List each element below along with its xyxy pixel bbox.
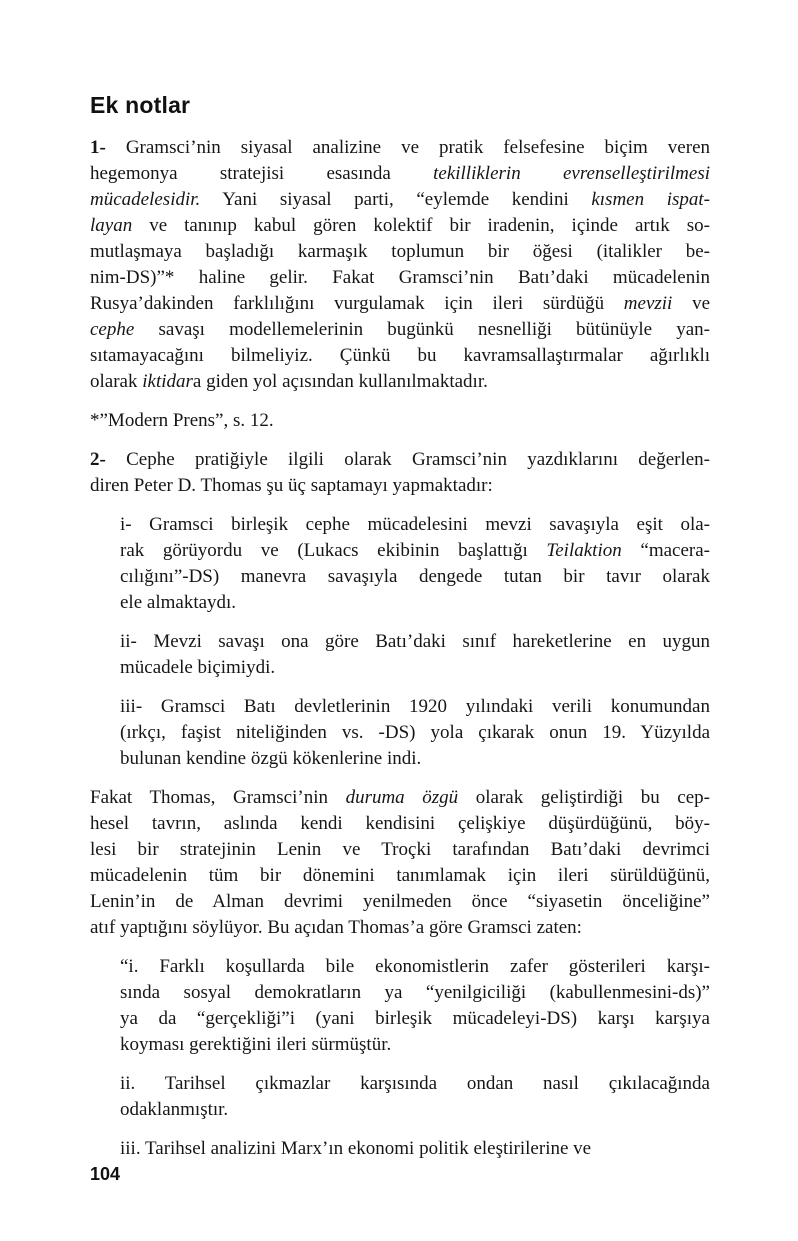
- text-run: kısmen ispat-: [591, 189, 710, 210]
- text-line: [120, 629, 710, 655]
- text-run: (ırkçı, faşist niteliğinden vs. -DS) yola çıkarak onun 19. Yüzyılda: [120, 722, 710, 743]
- text-run: ele almaktaydı.: [120, 592, 237, 613]
- text-line: [90, 915, 710, 941]
- text-line: [90, 473, 710, 499]
- text-line: [120, 720, 710, 746]
- text-line: [120, 746, 710, 772]
- section-heading: Ek notlar: [90, 92, 191, 118]
- text-run: cılığını”-DS) manevra savaşıyla dengede tutan bir tavır olarak: [120, 566, 710, 587]
- list-item-iii: [120, 694, 710, 772]
- text-run: ya da “gerçekliği”i (yani birleşik mücadeleyi-DS) karşı karşıya: [120, 1008, 710, 1029]
- text-run: rak görüyordu ve (Lukacs ekibinin başlattığı: [120, 540, 547, 561]
- text-line: [90, 837, 710, 863]
- text-run: Gramsci’nin siyasal analizine ve pratik felsefesine biçim veren: [105, 137, 710, 158]
- text-run: olarak geliştirdiği bu cep-: [458, 787, 710, 808]
- text-run: lesi bir stratejinin Lenin ve Troçki tarafından Batı’daki devrimci: [90, 839, 710, 860]
- text-run: atıf yaptığını söylüyor. Bu açıdan Thomas’a göre Gramsci zaten:: [90, 917, 582, 938]
- text-run: Fakat Thomas, Gramsci’nin: [90, 787, 346, 808]
- paragraph-thomas: [90, 785, 710, 941]
- text-run: iii. Tarihsel analizini Marx’ın ekonomi politik eleştirilerine ve: [120, 1138, 592, 1159]
- text-line: [120, 1032, 710, 1058]
- text-line: [120, 694, 710, 720]
- text-line: [120, 1006, 710, 1032]
- text-run: nim-DS)”* haline gelir. Fakat Gramsci’nin Batı’daki mücadelenin: [90, 267, 710, 288]
- text-line: [90, 369, 710, 395]
- text-run: diren Peter D. Thomas şu üç saptamayı yapmaktadır:: [90, 475, 493, 496]
- text-run: ve tanınıp kabul gören kolektif bir iradenin, içinde artık so-: [132, 215, 710, 236]
- text-line: [90, 863, 710, 889]
- text-run: hegemonya stratejisi esasında: [90, 163, 434, 184]
- text-line: [90, 447, 710, 473]
- text-run: hesel tavrın, aslında kendi kendisini çelişkiye düşürdüğünü, böy-: [90, 813, 710, 834]
- text-line: [120, 564, 710, 590]
- text-line: [120, 980, 710, 1006]
- text-line: [120, 655, 710, 681]
- text-line: [90, 317, 710, 343]
- text-run: sıtamayacağını bilmeliyiz. Çünkü bu kavramsallaştırmalar ağırlıklı: [90, 345, 710, 366]
- text-run: iii- Gramsci Batı devletlerinin 1920 yılındaki verili konumundan: [120, 696, 710, 717]
- text-run: Cephe pratiğiyle ilgili olarak Gramsci’nin yazdıklarını değerlen-: [105, 449, 710, 470]
- text-run: mevzii: [623, 293, 673, 314]
- text-run: mücadelesidir.: [90, 189, 201, 210]
- note-1: [90, 135, 710, 395]
- text-run: savaşı modellemelerinin bugünkü nesnelliği bütünüyle yan-: [134, 319, 710, 340]
- text-run: i- Gramsci birleşik cephe mücadelesini mevzi savaşıyla eşit ola-: [120, 514, 710, 535]
- text-line: [120, 538, 710, 564]
- list-item-i: [120, 512, 710, 616]
- text-run: mücadele biçimiydi.: [120, 657, 276, 678]
- footnote-modern-prens: [90, 408, 710, 434]
- quote-item-iii: [120, 1136, 710, 1162]
- text-line: [90, 213, 710, 239]
- text-line: [90, 239, 710, 265]
- text-run: bulunan kendine özgü kökenlerine indi.: [120, 748, 422, 769]
- page-number: 104: [90, 1164, 121, 1184]
- text-run: ii- Mevzi savaşı ona göre Batı’daki sınıf hareketlerine en uygun: [120, 631, 710, 652]
- text-line: [90, 265, 710, 291]
- text-line: [120, 1136, 710, 1162]
- text-run: sında sosyal demokratların ya “yenilgiciliği (kabullenmesini-ds)”: [120, 982, 710, 1003]
- text-line: [90, 889, 710, 915]
- text-run: 1-: [90, 137, 106, 158]
- text-run: iktidar: [142, 371, 193, 392]
- text-run: odaklanmıştır.: [120, 1099, 229, 1120]
- text-run: “i. Farklı koşullarda bile ekonomistlerin zafer gösterileri karşı-: [120, 956, 710, 977]
- text-run: Rusya’dakinden farklılığını vurgulamak için ileri sürdüğü: [90, 293, 624, 314]
- page-content: [90, 135, 710, 1162]
- text-line: [90, 811, 710, 837]
- text-line: [120, 590, 710, 616]
- text-line: [90, 785, 710, 811]
- text-run: ve: [672, 293, 711, 314]
- text-line: [90, 408, 710, 434]
- text-line: [120, 954, 710, 980]
- text-run: Teilaktion: [546, 540, 622, 561]
- text-line: [90, 187, 710, 213]
- text-line: [120, 1097, 710, 1123]
- text-run: ii. Tarihsel çıkmazlar karşısında ondan nasıl çıkılacağında: [120, 1073, 710, 1094]
- quote-item-i: [120, 954, 710, 1058]
- text-run: “macera-: [621, 540, 710, 561]
- text-run: *”Modern Prens”, s. 12.: [90, 410, 274, 431]
- text-line: [90, 161, 710, 187]
- text-run: duruma özgü: [345, 787, 459, 808]
- text-line: [90, 343, 710, 369]
- text-run: tekilliklerin evrenselleştirilmesi: [433, 163, 710, 184]
- text-run: olarak: [90, 371, 143, 392]
- text-run: layan: [90, 215, 133, 236]
- text-run: koyması gerektiğini ileri sürmüştür.: [120, 1034, 392, 1055]
- text-run: 2-: [90, 449, 106, 470]
- list-item-ii: [120, 629, 710, 681]
- text-run: cephe: [90, 319, 135, 340]
- text-run: Yani siyasal parti, “eylemde kendini: [200, 189, 592, 210]
- text-run: mücadelenin tüm bir dönemini tanımlamak için ileri sürüldüğünü,: [90, 865, 710, 886]
- text-line: [90, 291, 710, 317]
- text-line: [120, 512, 710, 538]
- text-line: [90, 135, 710, 161]
- text-run: Lenin’in de Alman devrimi yenilmeden önce “siyasetin önceliğine”: [90, 891, 710, 912]
- text-line: [120, 1071, 710, 1097]
- text-run: a giden yol açısından kullanılmaktadır.: [192, 371, 488, 392]
- quote-item-ii: [120, 1071, 710, 1123]
- note-2: [90, 447, 710, 499]
- text-run: mutlaşmaya başladığı karmaşık toplumun bir öğesi (italikler be-: [90, 241, 710, 262]
